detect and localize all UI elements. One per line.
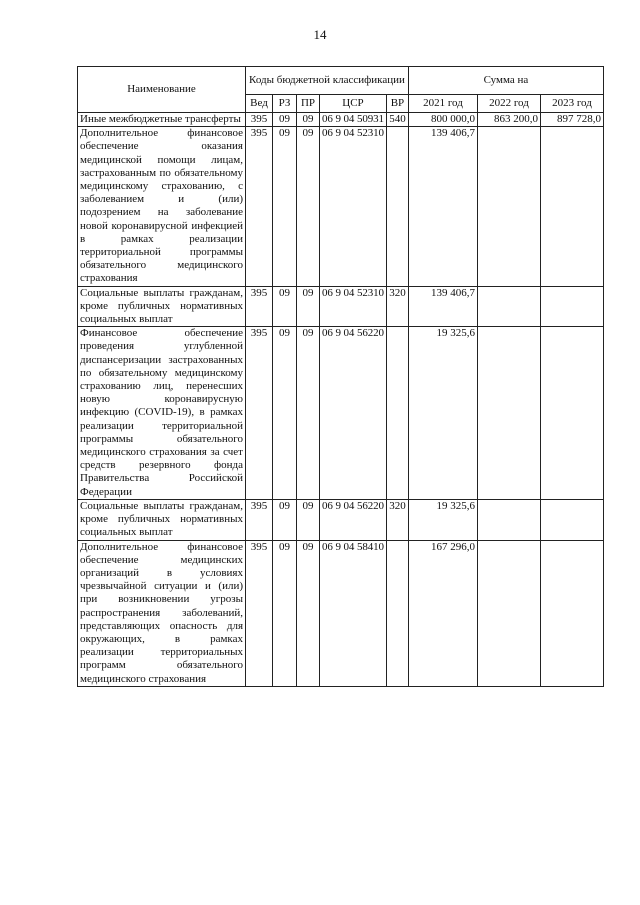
row-pr: 09 (297, 113, 320, 127)
row-2021: 139 406,7 (408, 127, 477, 286)
row-name: Социальные выплаты гражданам, кроме публичных нормативных социальных выплат (78, 286, 246, 327)
row-vr: 320 (386, 286, 408, 327)
header-ved: Вед (246, 95, 273, 113)
header-pr: ПР (297, 95, 320, 113)
row-ved: 395 (246, 286, 273, 327)
row-name: Социальные выплаты гражданам, кроме публичных нормативных социальных выплат (78, 499, 246, 540)
row-name: Дополнительное финансовое обеспечение медицинских организаций в условиях чрезвычайной ситуации и (или) при возникновении угрозы распространения заболеваний, представляющих опасность для окружающих, в рамках реализации территориальных программ обязательного медицинского страхования (78, 540, 246, 686)
table-row (78, 327, 604, 500)
row-2022 (477, 540, 540, 686)
row-name: Финансовое обеспечение проведения углубленной диспансеризации застрахованных по обязательному медицинскому страхованию лиц, перенесших новую коронавирусную инфекцию (COVID-19), в рамках реализации территориальной программы обязательного медицинского страхования за счет средств резервного фонда Правительства Российской Федерации (78, 327, 246, 500)
row-2023 (540, 499, 603, 540)
row-csr: 06 9 04 56220 (320, 499, 387, 540)
row-2023 (540, 540, 603, 686)
header-2021: 2021 год (408, 95, 477, 113)
row-ved: 395 (246, 127, 273, 286)
row-pr: 09 (297, 286, 320, 327)
row-pr: 09 (297, 127, 320, 286)
row-2022 (477, 499, 540, 540)
row-vr (386, 540, 408, 686)
row-2021: 800 000,0 (408, 113, 477, 127)
header-codes-group: Коды бюджетной классификации (246, 67, 409, 95)
row-2021: 19 325,6 (408, 327, 477, 500)
header-name: Наименование (78, 67, 246, 113)
header-rz: РЗ (273, 95, 297, 113)
row-ved: 395 (246, 327, 273, 500)
row-csr: 06 9 04 52310 (320, 286, 387, 327)
table-row (78, 540, 604, 686)
row-2023 (540, 327, 603, 500)
row-csr: 06 9 04 52310 (320, 127, 387, 286)
row-2023 (540, 127, 603, 286)
row-2021: 19 325,6 (408, 499, 477, 540)
header-vr: ВР (386, 95, 408, 113)
row-2022 (477, 286, 540, 327)
row-2021: 139 406,7 (408, 286, 477, 327)
row-rz: 09 (273, 127, 297, 286)
row-rz: 09 (273, 540, 297, 686)
row-2023 (540, 286, 603, 327)
row-name: Иные межбюджетные трансферты (78, 113, 246, 127)
row-csr: 06 9 04 58410 (320, 540, 387, 686)
row-2022 (477, 327, 540, 500)
row-rz: 09 (273, 286, 297, 327)
row-2022 (477, 127, 540, 286)
header-sums-group: Сумма на (408, 67, 603, 95)
row-ved: 395 (246, 540, 273, 686)
row-ved: 395 (246, 113, 273, 127)
table-row (78, 499, 604, 540)
table-row (78, 113, 604, 127)
table-row (78, 127, 604, 286)
row-vr: 320 (386, 499, 408, 540)
row-pr: 09 (297, 540, 320, 686)
row-vr: 540 (386, 113, 408, 127)
row-rz: 09 (273, 327, 297, 500)
row-ved: 395 (246, 499, 273, 540)
header-csr: ЦСР (320, 95, 387, 113)
row-csr: 06 9 04 50931 (320, 113, 387, 127)
row-2021: 167 296,0 (408, 540, 477, 686)
row-pr: 09 (297, 327, 320, 500)
row-pr: 09 (297, 499, 320, 540)
row-rz: 09 (273, 499, 297, 540)
header-2023: 2023 год (540, 95, 603, 113)
page-number: 14 (313, 27, 327, 42)
budget-table (77, 66, 604, 687)
header-2022: 2022 год (477, 95, 540, 113)
row-vr (386, 327, 408, 500)
row-name: Дополнительное финансовое обеспечение оказания медицинской помощи лицам, застрахованным по обязательному медицинскому страхованию, с заболеванием и (или) подозрением на заболевание новой коронавирусной инфекцией в рамках реализации территориальной программы обязательного медицинского страхования (78, 127, 246, 286)
row-2022: 863 200,0 (477, 113, 540, 127)
row-vr (386, 127, 408, 286)
row-2023: 897 728,0 (540, 113, 603, 127)
table-row (78, 286, 604, 327)
row-csr: 06 9 04 56220 (320, 327, 387, 500)
row-rz: 09 (273, 113, 297, 127)
